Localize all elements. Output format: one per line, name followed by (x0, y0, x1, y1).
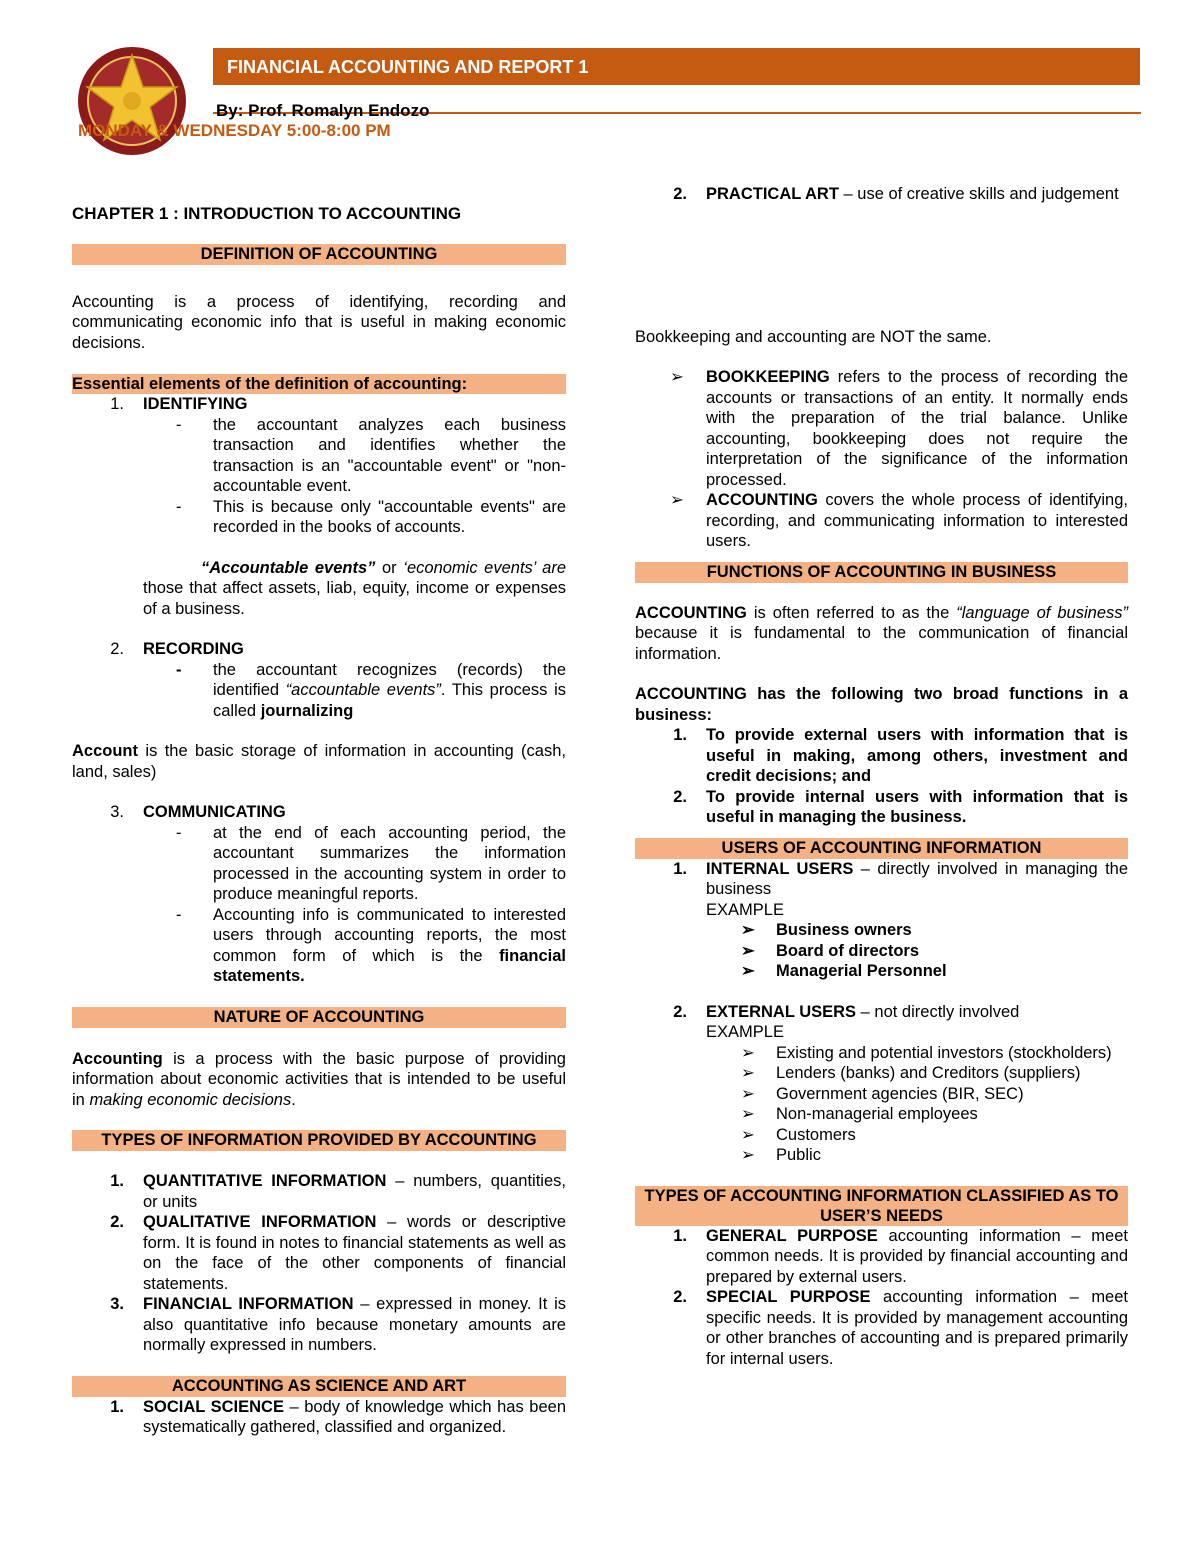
types-item-2: 2. QUALITATIVE INFORMATION – words or descriptive form. It is found in notes to financial statements as well as on the face of the other components of financial statements. (110, 1213, 566, 1293)
arrow-bullet-icon: ➢ (741, 1043, 755, 1062)
arrow-bullet-icon: ➢ (670, 491, 684, 509)
identifying-bullet-2: - This is because only "accountable events" are recorded in the books of accounts. (176, 497, 566, 536)
chapter-title: CHAPTER 1 : INTRODUCTION TO ACCOUNTING (72, 204, 462, 223)
arrow-bullet-icon: ➢ (741, 1084, 755, 1103)
identifying-bullet-1: - the accountant analyzes each business transaction and identifies whether the transaction is an "accountable event" or "non- accountable event. (176, 415, 566, 495)
external-user-1: ➢ Existing and potential investors (stockholders) (741, 1043, 1112, 1062)
list-item-identifying: 1. IDENTIFYING (110, 395, 248, 413)
external-user-6: ➢ Public (741, 1146, 821, 1164)
internal-user-2: ➢ Board of directors (741, 941, 920, 960)
internal-example-label: EXAMPLE (706, 900, 784, 919)
arrow-bullet-icon: ➢ (741, 941, 755, 960)
section-header-nature: NATURE OF ACCOUNTING (72, 1007, 566, 1028)
external-user-3: ➢ Government agencies (BIR, SEC) (741, 1084, 1024, 1103)
document-title-bar (213, 48, 1140, 85)
list-item-communicating: 3. COMMUNICATING (110, 803, 286, 821)
internal-user-1: ➢ Business owners (741, 921, 912, 939)
arrow-bullet-icon: ➢ (741, 962, 755, 980)
author-byline: By: Prof. Romalyn Endozo (216, 101, 430, 120)
art-item-2: 2. PRACTICAL ART – use of creative skills and judgement (673, 185, 1119, 203)
accounting-item: ➢ ACCOUNTING covers the whole process of identifying, recording, and communicating information to interested users. (670, 491, 1128, 550)
external-user-5: ➢ Customers (741, 1125, 856, 1144)
section-header-functions: FUNCTIONS OF ACCOUNTING IN BUSINESS (635, 562, 1128, 583)
function-item-2: 2. To provide internal users with information that is useful in managing the business. (673, 787, 1128, 826)
arrow-bullet-icon: ➢ (741, 1064, 755, 1082)
arrow-bullet-icon: ➢ (670, 368, 684, 386)
two-functions-intro: ACCOUNTING has the following two broad functions in a business: (635, 685, 1128, 724)
section-header-classified: TYPES OF ACCOUNTING INFORMATION CLASSIFIED AS TO USER’S NEEDS (635, 1186, 1128, 1226)
section-header-types-info: TYPES OF INFORMATION PROVIDED BY ACCOUNTING (72, 1130, 566, 1151)
section-header-science-art: ACCOUNTING AS SCIENCE AND ART (72, 1376, 566, 1397)
classified-item-2: 2. SPECIAL PURPOSE accounting information – meet specific needs. It is provided by management accounting or other branches of accounting and is prepared primarily for internal users. (673, 1288, 1128, 1368)
essential-elements-header: Essential elements of the definition of accounting: (72, 374, 566, 394)
language-of-business-text: ACCOUNTING is often referred to as the “language of business” because it is fundamental to the communication of financial information. (635, 603, 1128, 663)
left-column (72, 204, 566, 1438)
bookkeeping-intro: Bookkeeping and accounting are NOT the same. (635, 327, 992, 346)
section-header-users: USERS OF ACCOUNTING INFORMATION (635, 838, 1128, 859)
arrow-bullet-icon: ➢ (741, 1146, 755, 1164)
arrow-bullet-icon: ➢ (741, 921, 755, 939)
list-item-recording: 2. RECORDING (110, 640, 244, 658)
class-schedule: MONDAY & WEDNESDAY 5:00-8:00 PM (78, 121, 391, 140)
arrow-bullet-icon: ➢ (741, 1125, 755, 1144)
document-title: FINANCIAL ACCOUNTING AND REPORT 1 (227, 57, 589, 77)
types-item-3: 3. FINANCIAL INFORMATION – expressed in money. It is also quantitative info because monetary amounts are normally expressed in numbers. (110, 1295, 566, 1354)
function-item-1: 1. To provide external users with information that is useful in making, among others, investment and credit decisions; and (673, 726, 1128, 785)
recording-bullet-1: - the accountant recognizes (records) the identified “accountable events”. This process is called journalizing (176, 660, 566, 720)
definition-text: Accounting is a process of identifying, recording and communicating economic info that is useful in making economic decisions. (72, 292, 566, 352)
external-example-label: EXAMPLE (706, 1023, 784, 1041)
internal-users-item: 1. INTERNAL USERS – directly involved in managing the business (673, 859, 1129, 898)
external-user-2: ➢ Lenders (banks) and Creditors (suppliers) (741, 1064, 1081, 1082)
communicating-bullet-2: - Accounting info is communicated to interested users through accounting reports, the most common form of which is the financial statements. (176, 905, 566, 985)
classified-item-1: 1. GENERAL PURPOSE accounting information – meet common needs. It is provided by financial accounting and prepared by external users. (673, 1226, 1128, 1286)
right-column (635, 184, 1128, 1369)
arrow-bullet-icon: ➢ (741, 1105, 755, 1123)
external-users-item: 2. EXTERNAL USERS – not directly involved (673, 1002, 1020, 1021)
bookkeeping-item: ➢ BOOKKEEPING refers to the process of recording the accounts or transactions of an entity. It normally ends with the preparation of the trial balance. Unlike accounting, bookkeeping does not require the interpretation of the significance of the information processed. (670, 368, 1128, 489)
external-user-4: ➢ Non-managerial employees (741, 1105, 978, 1123)
internal-user-3: ➢ Managerial Personnel (741, 962, 947, 980)
communicating-bullet-1: - at the end of each accounting period, the accountant summarizes the information processed in the accounting system in order to produce meaningful reports. (176, 823, 566, 903)
types-item-1: 1. QUANTITATIVE INFORMATION – numbers, quantities, or units (110, 1172, 566, 1211)
science-item-1: 1. SOCIAL SCIENCE – body of knowledge which has been systematically gathered, classified and organized. (110, 1397, 566, 1436)
section-header-definition: DEFINITION OF ACCOUNTING (72, 244, 566, 265)
account-definition: Account is the basic storage of information in accounting (cash, land, sales) (72, 742, 566, 781)
nature-text: Accounting is a process with the basic purpose of providing information about economic activities that is intended to be useful in making economic decisions. (72, 1049, 566, 1109)
accountable-events-text: “Accountable events” or ‘economic events’ are those that affect assets, liab, equity, income or expenses of a business. (143, 558, 567, 618)
